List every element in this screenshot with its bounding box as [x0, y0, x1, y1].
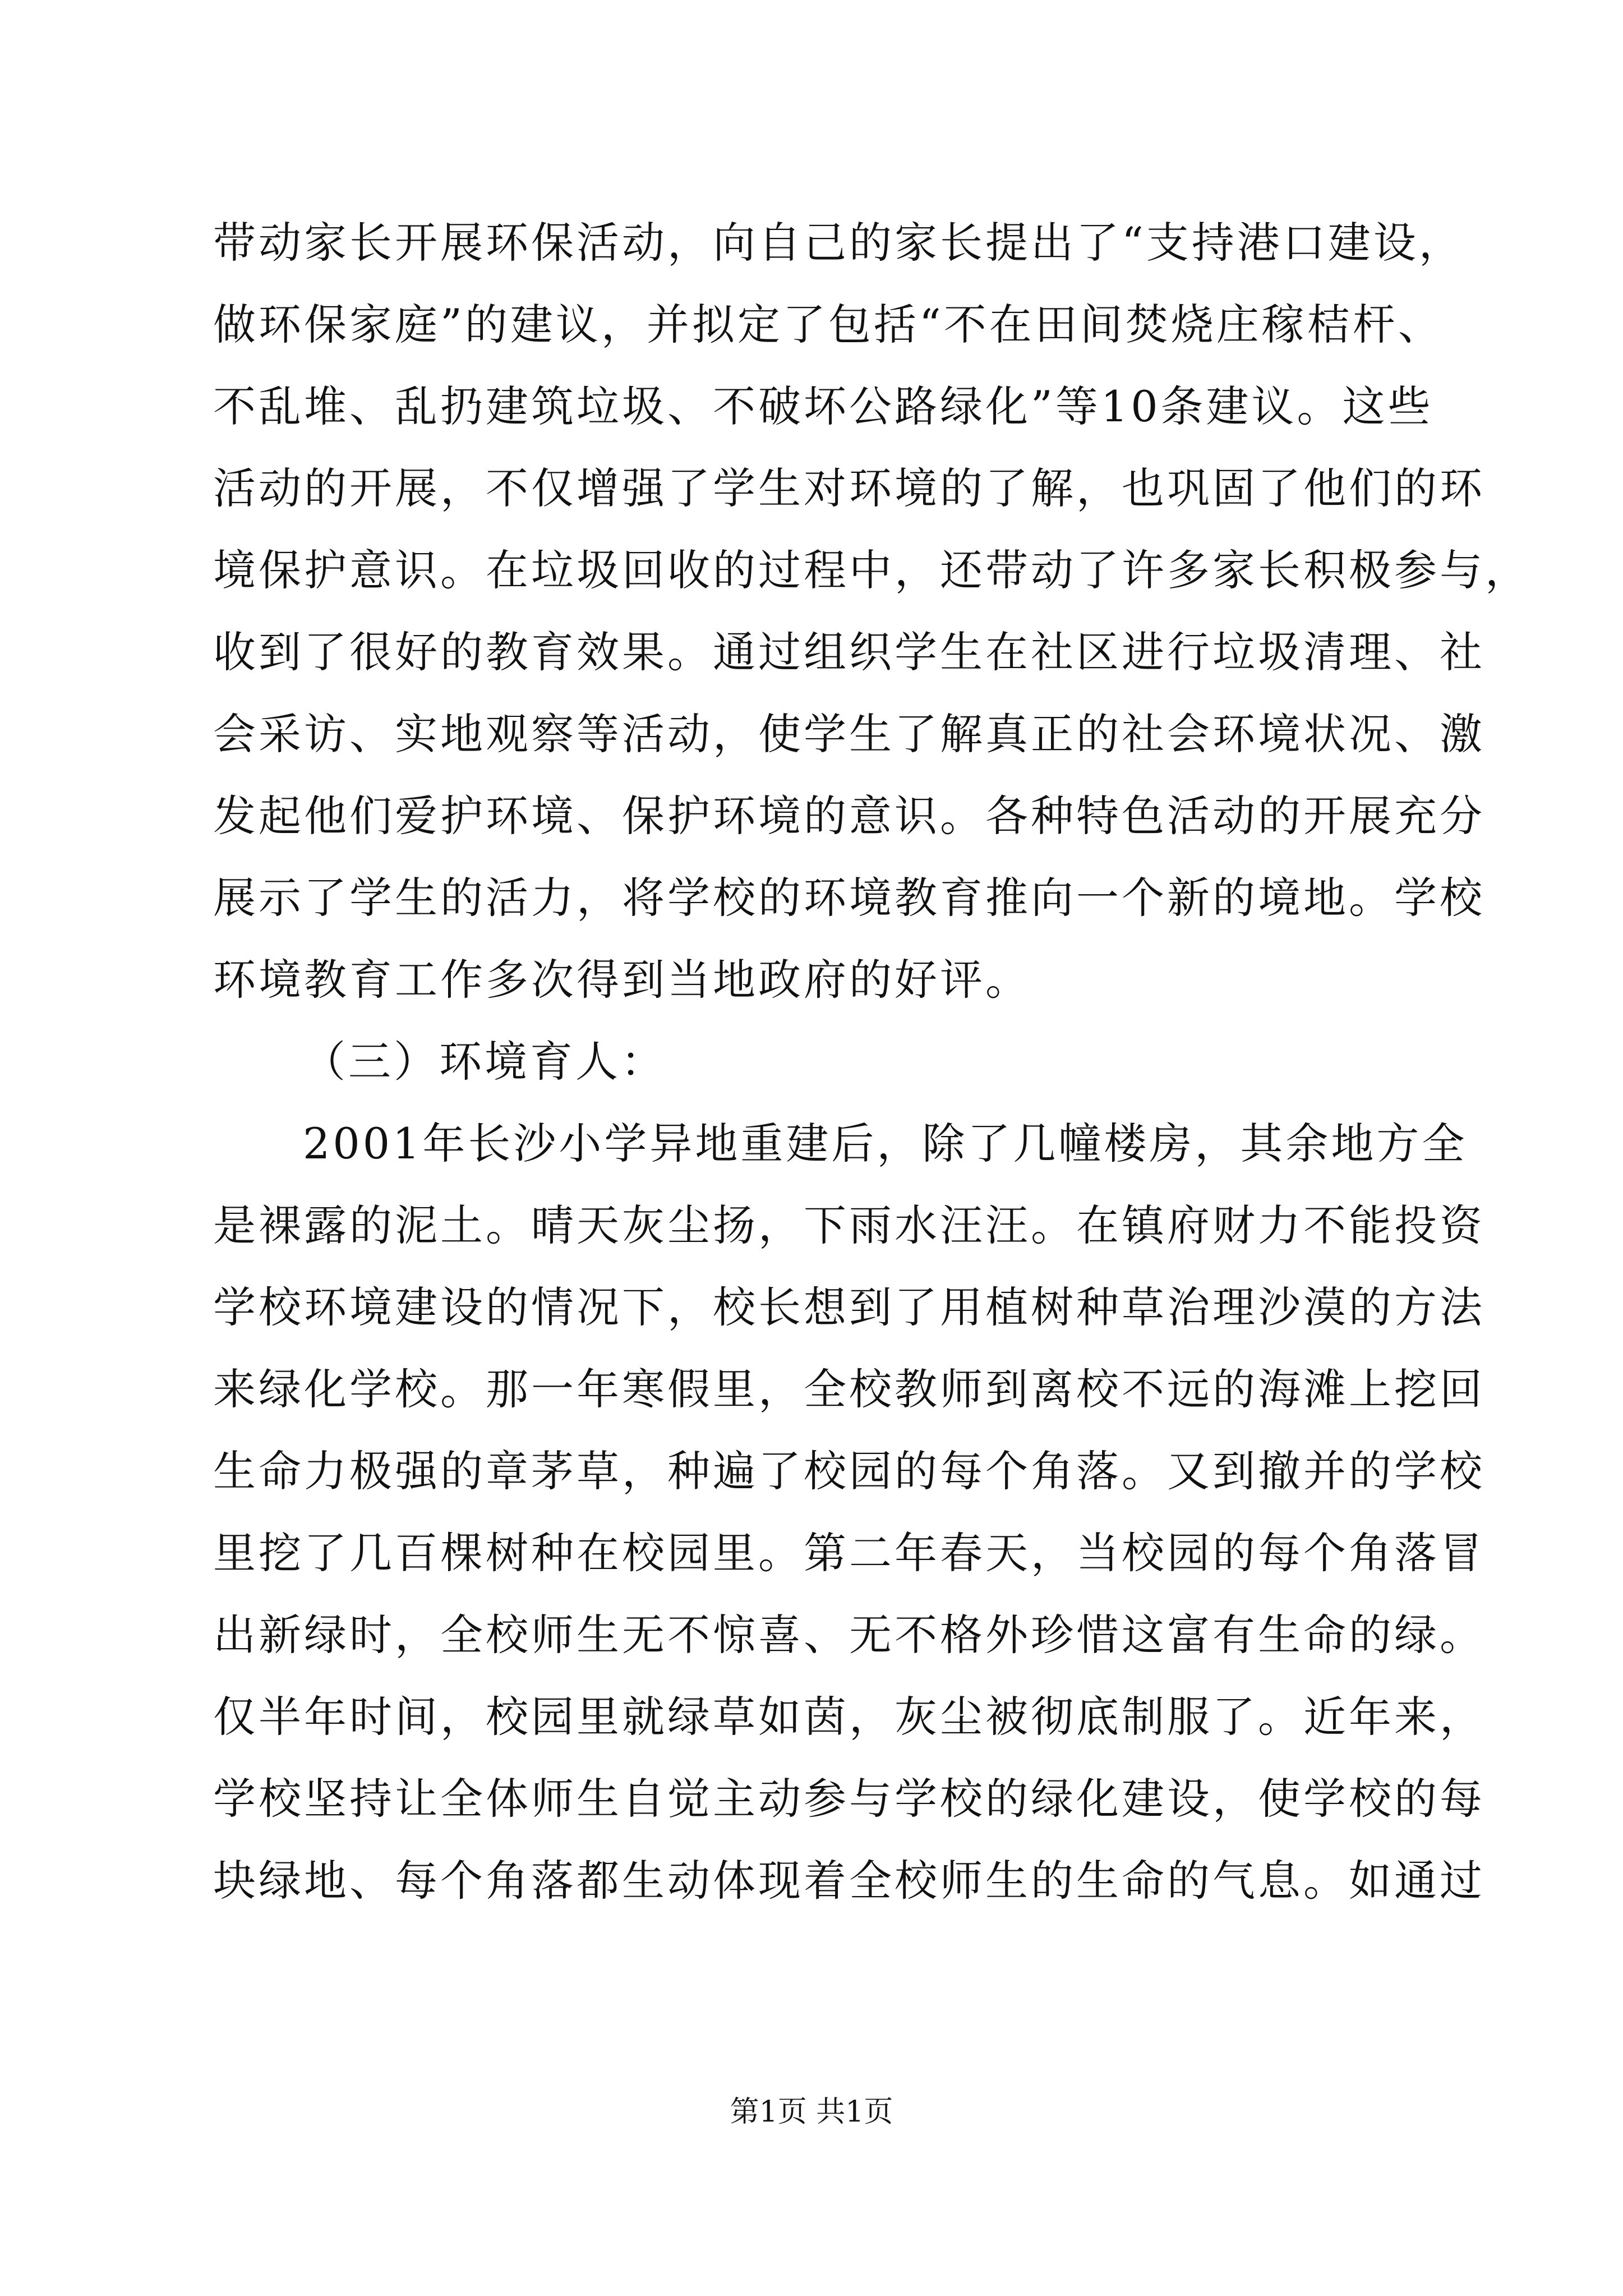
text-line: 块绿地、每个角落都生动体现着全校师生的生命的气息。如通过 [213, 1856, 1485, 1906]
text-line: 展示了学生的活力，将学校的环境教育推向一个新的境地。学校 [213, 873, 1485, 923]
text-line: 做环保家庭”的建议，并拟定了包括“不在田间焚烧庄稼桔杆、 [213, 300, 1444, 349]
text-line: 生命力极强的章茅草，种遍了校园的每个角落。又到撤并的学校 [213, 1446, 1485, 1496]
text-line: 会采访、实地观察等活动，使学生了解真正的社会环境状况、激 [213, 709, 1485, 759]
page-footer: 第1页 共1页 [730, 2095, 893, 2129]
text-line: 环境教育工作多次得到当地政府的好评。 [213, 955, 1031, 1005]
text-line: 带动家长开展环保活动，向自己的家长提出了“支持港口建设， [213, 218, 1464, 268]
text-line: 出新绿时，全校师生无不惊喜、无不格外珍惜这富有生命的绿。 [213, 1610, 1485, 1660]
text-line: 境保护意识。在垃圾回收的过程中，还带动了许多家长积极参与， [213, 545, 1530, 595]
text-line: 学校环境建设的情况下，校长想到了用植树种草治理沙漠的方法 [213, 1282, 1485, 1332]
text-line: 活动的开展，不仅增强了学生对环境的了解，也巩固了他们的环 [213, 463, 1485, 513]
text-line: 发起他们爱护环境、保护环境的意识。各种特色活动的开展充分 [213, 791, 1485, 841]
text-line: 仅半年时间，校园里就绿草如茵，灰尘被彻底制服了。近年来， [213, 1692, 1485, 1742]
text-line: 2001年长沙小学异地重建后，除了几幢楼房，其余地方全 [303, 1119, 1468, 1168]
text-line: 来绿化学校。那一年寒假里，全校教师到离校不远的海滩上挖回 [213, 1364, 1485, 1414]
text-line: 收到了很好的教育效果。通过组织学生在社区进行垃圾清理、社 [213, 627, 1485, 677]
text-line: 不乱堆、乱扔建筑垃圾、不破坏公路绿化”等10条建议。这些 [213, 381, 1433, 431]
text-line: 学校坚持让全体师生自觉主动参与学校的绿化建设，使学校的每 [213, 1774, 1485, 1824]
text-line: 是裸露的泥土。晴天灰尘扬，下雨水汪汪。在镇府财力不能投资 [213, 1200, 1485, 1250]
document-body [213, 202, 1530, 1922]
text-line: 里挖了几百棵树种在校园里。第二年春天，当校园的每个角落冒 [213, 1528, 1485, 1578]
section-heading: （三）环境育人： [303, 1037, 666, 1087]
